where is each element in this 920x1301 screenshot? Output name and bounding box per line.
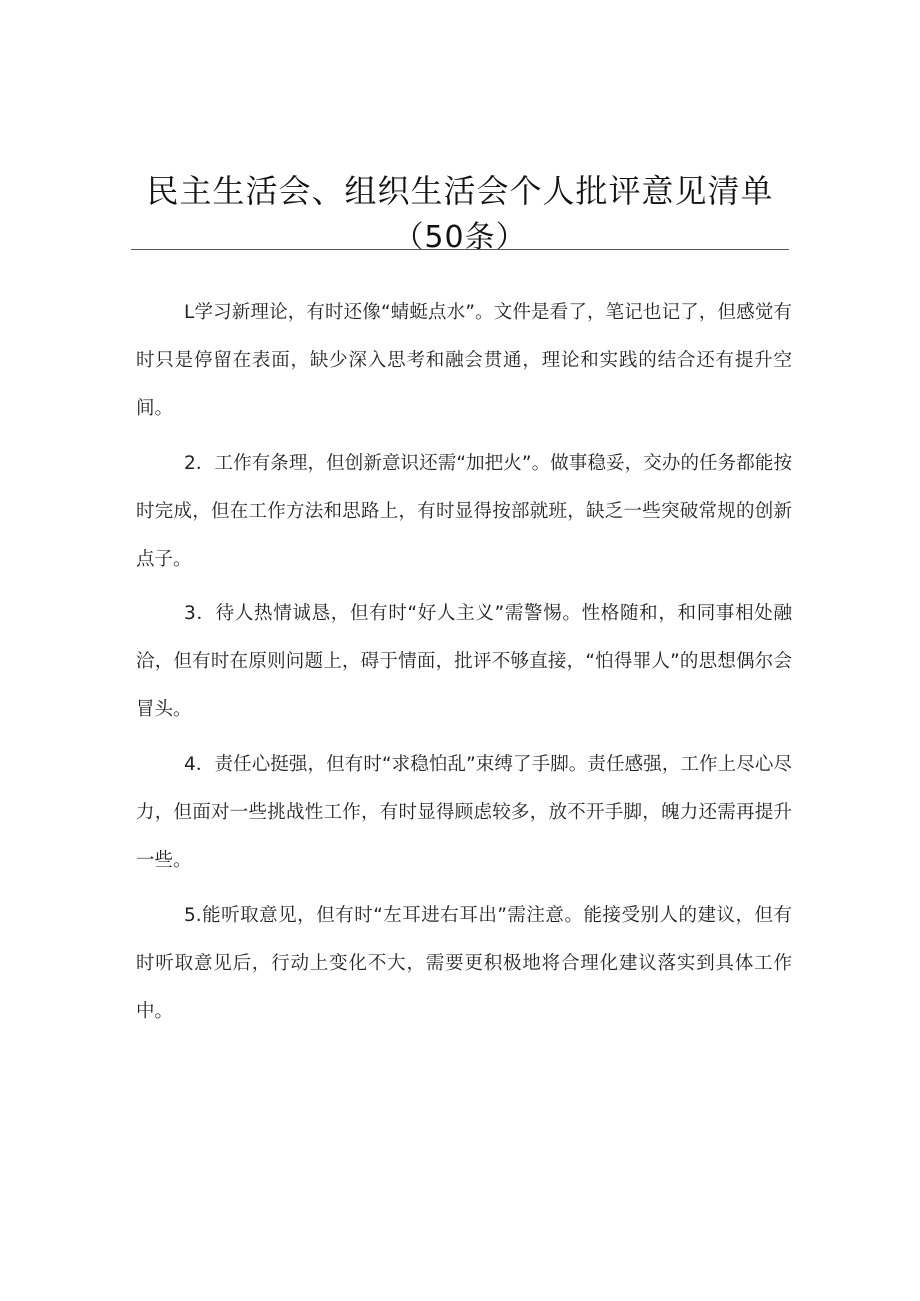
paragraph-2: 2．工作有条理，但创新意识还需“加把火”。做事稳妥，交办的任务都能按时完成，但在工作方法和思路上，有时显得按部就班，缺乏一些突破常规的创新点子。 (136, 452, 792, 570)
paragraph-1: L学习新理论，有时还像“蜻蜓点水”。文件是看了，笔记也记了，但感觉有时只是停留在表面，缺少深入思考和融会贯通，理论和实践的结合还有提升空间。 (136, 301, 792, 419)
paragraph-4: 4．责任心挺强，但有时“求稳怕乱”束缚了手脚。责任感强，工作上尽心尽力，但面对一些挑战性工作，有时显得顾虑较多，放不开手脚，魄力还需再提升一些。 (136, 753, 792, 871)
title-divider (131, 249, 789, 250)
paragraph-5: 5.能听取意见，但有时“左耳进右耳出”需注意。能接受别人的建议，但有时听取意见后，行动上变化不大，需要更积极地将合理化建议落实到具体工作中。 (136, 904, 792, 1022)
document-subtitle: （50条） (393, 220, 527, 255)
document-title: 民主生活会、组织生活会个人批评意见清单 (146, 172, 774, 210)
paragraph-3: 3．待人热情诚恳，但有时“好人主义”需警惕。性格随和，和同事相处融洽，但有时在原则问题上，碍于情面，批评不够直接，“怕得罪人”的思想偶尔会冒头。 (136, 602, 792, 720)
